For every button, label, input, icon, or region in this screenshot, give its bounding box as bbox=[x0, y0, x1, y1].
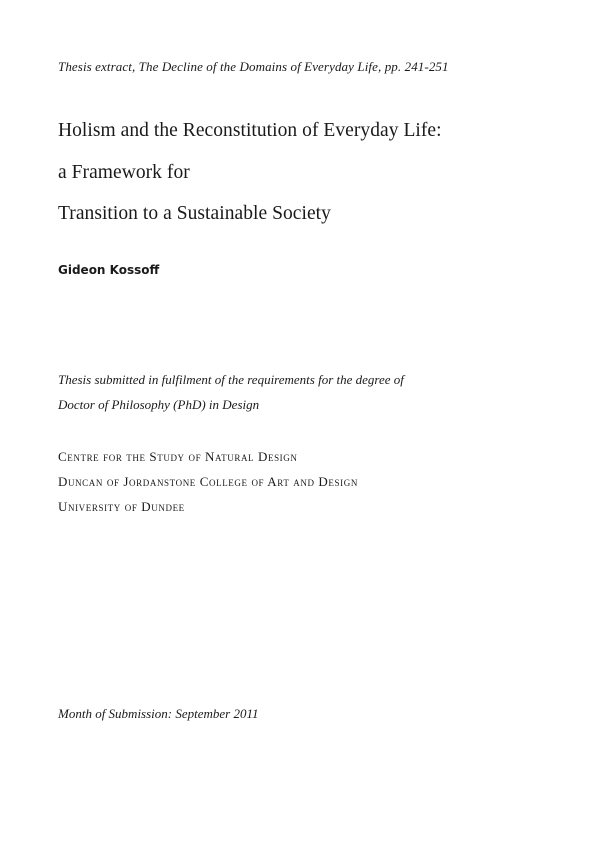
college-name: Duncan of Jordanstone College of Art and Design bbox=[58, 474, 358, 489]
submission-statement-line-2: Doctor of Philosophy (PhD) in Design bbox=[58, 397, 260, 412]
author-name: Gideon Kossoff bbox=[58, 263, 160, 277]
university-name: University of Dundee bbox=[58, 499, 185, 514]
submission-statement-line-1: Thesis submitted in fulfilment of the requirements for the degree of bbox=[58, 372, 404, 387]
title-line-3: Transition to a Sustainable Society bbox=[58, 203, 331, 224]
title-line-2: a Framework for bbox=[58, 162, 190, 183]
title-line-1: Holism and the Reconstitution of Everyday Life: bbox=[58, 120, 442, 141]
thesis-extract-line: Thesis extract, The Decline of the Domains of Everyday Life, pp. 241-251 bbox=[58, 59, 449, 74]
centre-name: Centre for the Study of Natural Design bbox=[58, 449, 298, 464]
submission-date: Month of Submission: September 2011 bbox=[58, 706, 259, 721]
